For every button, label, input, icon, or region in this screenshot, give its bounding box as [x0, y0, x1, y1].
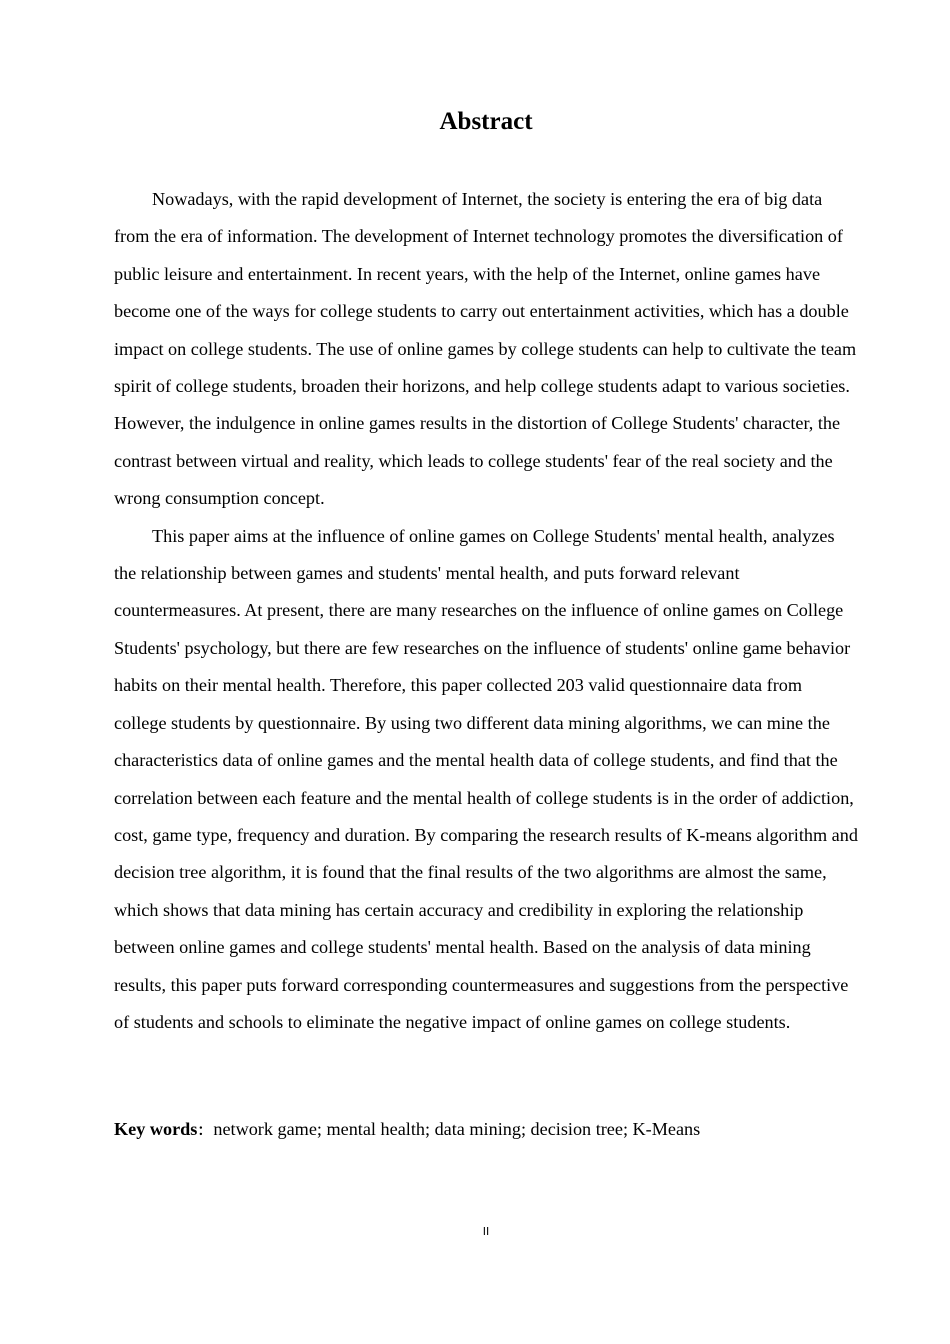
abstract-paragraph-2: This paper aims at the influence of online games on College Students' mental health, analyzes the relationship between games and students' mental health, and puts forward relevant countermeasures. At present, there are many researches on the influence of online games on College Students' psychology, but there are few researches on the influence of students' online game behavior habits on their mental health. Therefore, this paper collected 203 valid questionnaire data from college students by questionnaire. By using two different data mining algorithms, we can mine the characteristics data of online games and the mental health data of college students, and find that the correlation between each feature and the mental health of college students is in the order of addiction, cost, game type, frequency and duration. By comparing the research results of K-means algorithm and decision tree algorithm, it is found that the final results of the two algorithms are almost the same, which shows that data mining has certain accuracy and credibility in exploring the relationship between online games and college students' mental health. Based on the analysis of data mining results, this paper puts forward corresponding countermeasures and suggestions from the perspective of students and schools to eliminate the negative impact of online games on college students. [114, 525, 858, 1032]
keywords-line [114, 1111, 858, 1149]
page-title: Abstract [439, 108, 533, 135]
keywords-separator: ： [197, 1121, 213, 1139]
page-number: II [482, 1225, 490, 1238]
abstract-body [114, 181, 858, 1041]
keywords-label: Key words [114, 1119, 198, 1139]
keywords-text: network game; mental health; data mining; decision tree; K-Means [213, 1119, 701, 1139]
abstract-paragraph-1: Nowadays, with the rapid development of Internet, the society is entering the era of big data from the era of information. The development of Internet technology promotes the diversification of public leisure and entertainment. In recent years, with the help of the Internet, online games have become one of the ways for college students to carry out entertainment activities, which has a double impact on college students. The use of online games by college students can help to cultivate the team spirit of college students, broaden their horizons, and help college students adapt to various societies. However, the indulgence in online games results in the distortion of College Students' character, the contrast between virtual and reality, which leads to college students' fear of the real society and the wrong consumption concept. [114, 189, 857, 509]
